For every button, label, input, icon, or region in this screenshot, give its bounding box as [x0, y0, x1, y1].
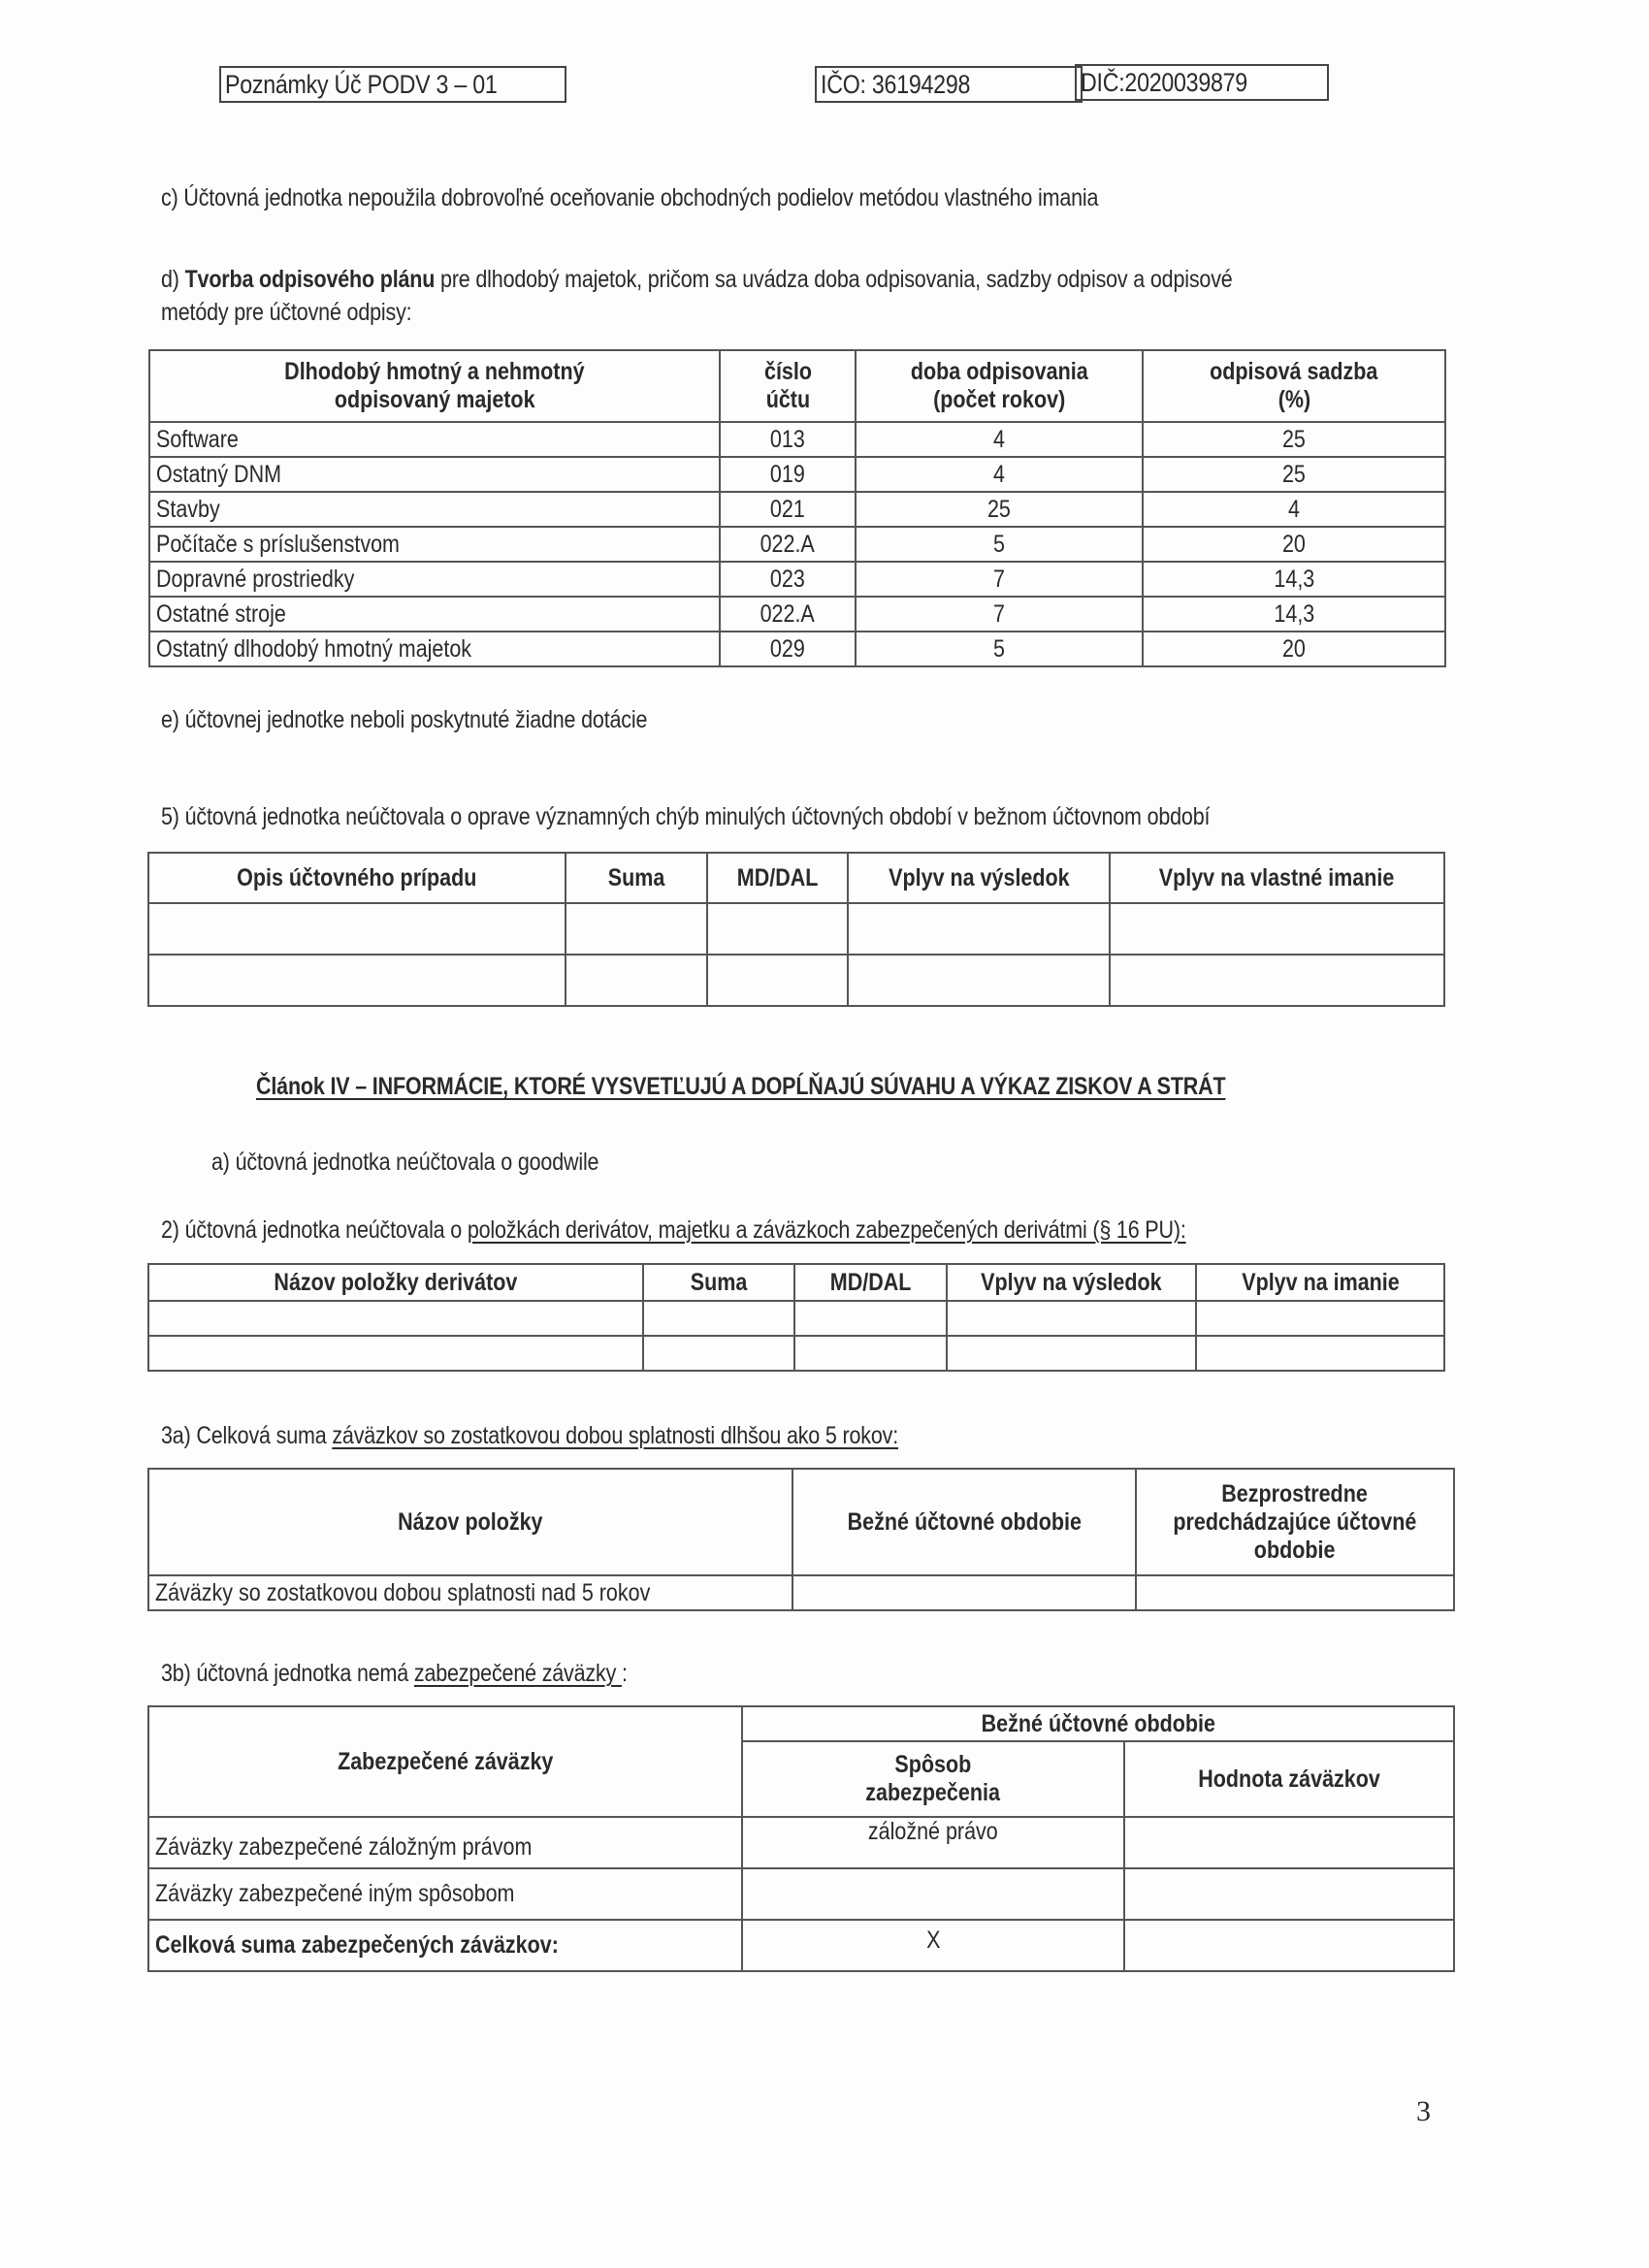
table-cell[interactable] [792, 1575, 1136, 1610]
table-header-cell [848, 853, 1110, 903]
table-header-cell [148, 1264, 643, 1301]
derivatives-table-header [148, 1264, 1444, 1301]
table-cell [149, 457, 720, 492]
table-cell [856, 422, 1143, 457]
table-cell [1143, 422, 1445, 457]
table-cell[interactable] [707, 903, 848, 955]
text: MD/DAL [736, 863, 819, 891]
table-row [148, 955, 1444, 1006]
table-cell [1143, 492, 1445, 527]
table-cell [856, 492, 1143, 527]
table-header-cell [643, 1264, 794, 1301]
depreciation-table-header [149, 350, 1445, 422]
table-header-cell [856, 350, 1143, 422]
table-header-cell [1196, 1264, 1444, 1301]
text: Spôsob [894, 1751, 972, 1778]
section-3b-text [161, 1660, 628, 1688]
text: 5 [993, 530, 1005, 558]
text: 023 [770, 565, 805, 593]
table-cell[interactable] [1124, 1920, 1454, 1971]
table-row [149, 597, 1445, 632]
article-iv-title: Článok IV – INFORMÁCIE, KTORÉ VYSVETĽUJÚ A DOPĹŇAJÚ SÚVAHU A VÝKAZ ZISKOV A STRÁT [256, 1073, 1226, 1100]
text: Bežné účtovné obdobie [981, 1709, 1215, 1737]
text: 3a) Celková suma [161, 1422, 333, 1449]
table-header-cell [794, 1264, 947, 1301]
depreciation-table [148, 349, 1446, 667]
table-cell[interactable] [643, 1301, 794, 1336]
table-header-cell [947, 1264, 1196, 1301]
table-cell[interactable] [1110, 955, 1444, 1006]
table-header-cell [1124, 1741, 1454, 1817]
text: Suma [607, 863, 665, 891]
table-header-cell [148, 1706, 742, 1817]
table-row [148, 903, 1444, 955]
table-cell [149, 422, 720, 457]
table-cell [720, 527, 856, 562]
text: d) [161, 266, 185, 293]
text: záložné právo [868, 1818, 998, 1845]
ico-value: IČO: 36194298 [821, 70, 971, 99]
table-header-cell [707, 853, 848, 903]
table-cell [148, 1575, 792, 1610]
table-cell [742, 1817, 1124, 1868]
error-corrections-table-header [148, 853, 1444, 903]
table-header-cell [720, 350, 856, 422]
section-d-bold: Tvorba odpisového plánu [184, 266, 436, 293]
text: 20 [1282, 634, 1306, 663]
text: 7 [993, 599, 1005, 628]
long-term-liabilities-table-header [148, 1469, 1454, 1575]
text: 20 [1282, 530, 1306, 558]
text: 029 [770, 634, 805, 663]
table-cell [742, 1920, 1124, 1971]
table-cell[interactable] [148, 1336, 643, 1371]
table-row [148, 1336, 1444, 1371]
table-cell [856, 527, 1143, 562]
secured-liabilities-table-header-top [148, 1706, 1454, 1741]
table-header-cell [1136, 1469, 1454, 1575]
table-header-cell [148, 853, 566, 903]
table-cell [720, 632, 856, 666]
text: 3b) účtovná jednotka nemá [161, 1660, 414, 1687]
text: Záväzky zabezpečené iným spôsobom [155, 1880, 515, 1907]
dic-box [1075, 64, 1329, 101]
text: predchádzajúce účtovné [1173, 1507, 1417, 1536]
table-cell [856, 597, 1143, 632]
text: 5 [993, 634, 1005, 663]
table-cell[interactable] [794, 1336, 947, 1371]
table-cell[interactable] [742, 1868, 1124, 1920]
text: 7 [993, 565, 1005, 593]
text: Vplyv na výsledok [981, 1268, 1162, 1296]
form-label: Poznámky Úč PODV 3 – 01 [225, 70, 498, 99]
text: Vplyv na imanie [1241, 1268, 1400, 1296]
table-row [149, 422, 1445, 457]
text: 14,3 [1274, 599, 1314, 628]
table-cell [149, 492, 720, 527]
table-row [149, 457, 1445, 492]
page-number: 3 [1416, 2095, 1431, 2127]
table-cell[interactable] [947, 1301, 1196, 1336]
table-cell[interactable] [1124, 1868, 1454, 1920]
table-cell [1143, 457, 1445, 492]
table-header-cell [742, 1741, 1124, 1817]
text: (počet rokov) [932, 386, 1066, 413]
table-cell [148, 1868, 742, 1920]
text: Software [156, 425, 239, 453]
table-cell [720, 492, 856, 527]
table-cell [856, 457, 1143, 492]
table-cell [149, 632, 720, 666]
text: 4 [993, 425, 1005, 453]
section-3a-underlined: záväzkov so zostatkovou dobou splatnosti dlhšou ako 5 rokov: [332, 1422, 898, 1449]
table-cell [1143, 527, 1445, 562]
section-2-underlined: položkách derivátov, majetku a záväzkoch zabezpečených derivátmi (§ 16 PU): [467, 1216, 1186, 1244]
table-cell[interactable] [566, 955, 707, 1006]
text: : [621, 1660, 628, 1687]
text: doba odpisovania [910, 358, 1088, 385]
derivatives-table [147, 1263, 1445, 1372]
section-5-text: 5) účtovná jednotka neúčtovala o oprave významných chýb minulých účtovných období v bežnom účtovnom období [161, 803, 1211, 830]
table-row [149, 562, 1445, 597]
text: Hodnota záväzkov [1198, 1765, 1380, 1793]
text: Vplyv na vlastné imanie [1159, 863, 1395, 891]
table-cell [856, 562, 1143, 597]
text: Počítače s príslušenstvom [156, 530, 400, 558]
text: MD/DAL [829, 1268, 912, 1296]
table-cell[interactable] [1196, 1336, 1444, 1371]
text: Ostatný dlhodobý hmotný majetok [156, 634, 472, 663]
text: 14,3 [1274, 565, 1314, 593]
table-cell[interactable] [1124, 1817, 1454, 1868]
text: Bezprostredne [1221, 1479, 1369, 1507]
section-3b-underlined: zabezpečené záväzky [413, 1660, 622, 1687]
text: účtu [765, 386, 810, 413]
text: Názov položky [398, 1507, 543, 1536]
text: 2) účtovná jednotka neúčtovala o [161, 1216, 468, 1244]
table-cell[interactable] [848, 955, 1110, 1006]
text: 019 [770, 460, 805, 488]
table-cell[interactable] [794, 1301, 947, 1336]
table-cell [148, 1920, 742, 1971]
text: 013 [770, 425, 805, 453]
table-header-cell [742, 1706, 1454, 1741]
table-row [149, 632, 1445, 666]
text: Dopravné prostriedky [156, 565, 355, 593]
text: 4 [993, 460, 1005, 488]
text: 25 [987, 495, 1011, 523]
section-d-line1 [161, 266, 1233, 294]
table-cell [1143, 562, 1445, 597]
table-cell[interactable] [566, 903, 707, 955]
text: Opis účtovného prípadu [237, 863, 477, 891]
text: Ostatný DNM [156, 460, 282, 488]
text: Suma [690, 1268, 748, 1296]
table-cell [856, 632, 1143, 666]
text: 021 [770, 495, 805, 523]
section-d-line2: metódy pre účtovné odpisy: [161, 299, 412, 326]
table-cell[interactable] [1196, 1301, 1444, 1336]
text: zabezpečenia [865, 1779, 1001, 1806]
table-header-cell [1110, 853, 1444, 903]
text: Ostatné stroje [156, 599, 286, 628]
section-3a-text [161, 1422, 898, 1450]
dic-value: DIČ:2020039879 [1081, 68, 1247, 97]
text: odpisovaný majetok [334, 386, 535, 413]
table-header-cell [1143, 350, 1445, 422]
text: 25 [1282, 460, 1306, 488]
text: číslo [763, 358, 812, 385]
error-corrections-table [147, 852, 1445, 1007]
table-row [148, 1301, 1444, 1336]
text: Zabezpečené záväzky [337, 1747, 554, 1775]
table-cell[interactable] [643, 1336, 794, 1371]
table-row [148, 1817, 1454, 1868]
table-row [149, 527, 1445, 562]
text: Stavby [156, 495, 220, 523]
table-row [149, 492, 1445, 527]
table-cell[interactable] [148, 955, 566, 1006]
text: Bežné účtovné obdobie [847, 1507, 1082, 1536]
table-cell [148, 1817, 742, 1868]
table-row [148, 1868, 1454, 1920]
table-cell[interactable] [1110, 903, 1444, 955]
table-cell[interactable] [848, 903, 1110, 955]
form-label-box [219, 66, 566, 103]
table-cell [149, 597, 720, 632]
text: (%) [1277, 386, 1310, 413]
table-cell[interactable] [1136, 1575, 1454, 1610]
table-cell [149, 527, 720, 562]
table-header-cell [149, 350, 720, 422]
text: pre dlhodobý majetok, pričom sa uvádza doba odpisovania, sadzby odpisov a odpisové [435, 266, 1233, 293]
text: 022.A [760, 530, 816, 558]
table-header-cell [148, 1469, 792, 1575]
text: Záväzky so zostatkovou dobou splatnosti nad 5 rokov [155, 1578, 651, 1606]
text: 022.A [760, 599, 816, 628]
text: Názov položky derivátov [274, 1268, 518, 1296]
table-cell[interactable] [947, 1336, 1196, 1371]
table-cell[interactable] [148, 903, 566, 955]
long-term-liabilities-table [147, 1468, 1455, 1611]
section-e-text: e) účtovnej jednotke neboli poskytnuté žiadne dotácie [161, 706, 648, 733]
text: Dlhodobý hmotný a nehmotný [284, 358, 585, 385]
table-header-cell [792, 1469, 1136, 1575]
text: X [925, 1927, 941, 1954]
text: Záväzky zabezpečené záložným právom [155, 1833, 533, 1861]
table-cell [720, 562, 856, 597]
table-cell [720, 457, 856, 492]
table-row [148, 1575, 1454, 1610]
ico-box [815, 66, 1083, 103]
text: Celková suma zabezpečených záväzkov: [155, 1931, 559, 1959]
text: 4 [1288, 495, 1300, 523]
table-header-cell [566, 853, 707, 903]
table-cell [1143, 632, 1445, 666]
text: odpisová sadzba [1210, 358, 1378, 385]
table-cell [720, 422, 856, 457]
text: 25 [1282, 425, 1306, 453]
table-cell [1143, 597, 1445, 632]
text: Vplyv na výsledok [888, 863, 1070, 891]
table-cell[interactable] [707, 955, 848, 1006]
secured-liabilities-table [147, 1705, 1455, 1972]
table-cell[interactable] [148, 1301, 643, 1336]
table-row-total [148, 1920, 1454, 1971]
section-2-text [161, 1216, 1186, 1245]
section-a-text: a) účtovná jednotka neúčtovala o goodwile [211, 1149, 599, 1176]
text: obdobie [1254, 1536, 1336, 1564]
table-cell [720, 597, 856, 632]
section-c-text: c) Účtovná jednotka nepoužila dobrovoľné oceňovanie obchodných podielov metódou vlastného imania [161, 184, 1099, 211]
table-cell [149, 562, 720, 597]
